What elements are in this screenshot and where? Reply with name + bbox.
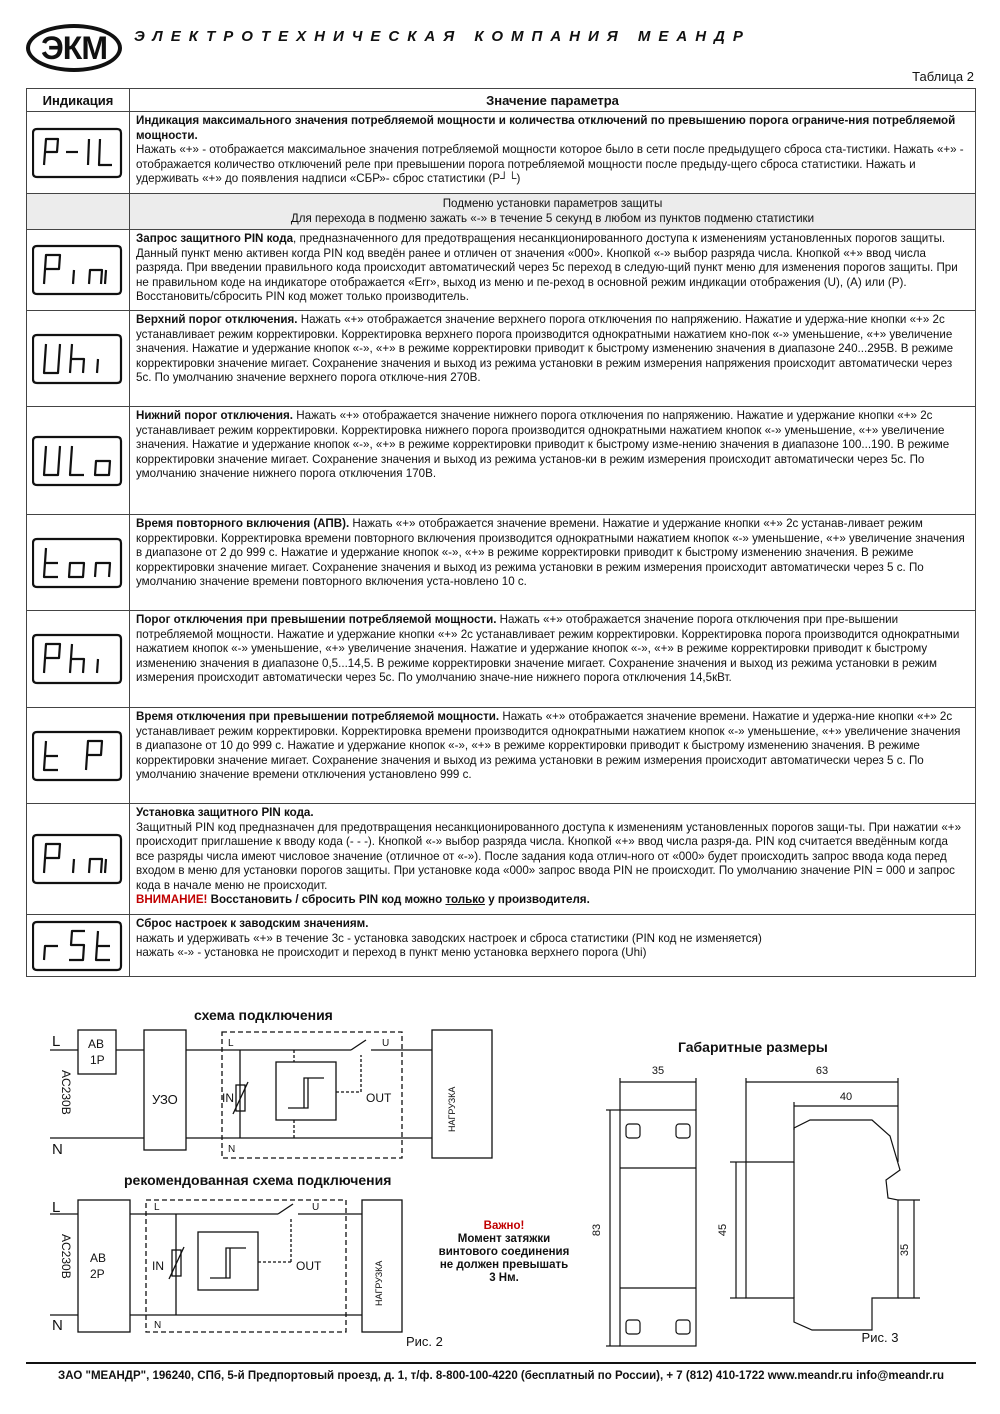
row-text: Нажать «+» отображается значение порога отключения при пре-вышении потребляемой мощности. Нажатие и удержание кнопки «+» 2с устанавливает режим корректировки. Корректировка порога производится однократными нажатием кнопок «-» уменьшение, «+» увеличение значения. Нажатие и удержание кнопок «-», «+» в режиме корректировки приводит к быстрому изменению значения в диапазоне 0,5...14,5. В режиме корректировки значение мигает. Сохранение значения и выход из режима установки в режим измерения происходит автоматически через 5с. По умолчанию значе-ние нижнего порога отключения 14,5кВт.: [136, 613, 960, 684]
warning-text: Восстановить / сбросить PIN код можно: [207, 893, 446, 906]
torque-note: [420, 1215, 600, 1290]
row-description: [130, 407, 976, 515]
row-text: Нажать «+» отображается значение времени. Нажатие и удержание кнопки «+» 2с устанав-ливает режим корректировки. Корректировка времени повторного включения производится однократными нажатием кнопок «-» уменьшение, «+» увеличение значения в диапазоне от 2 до 999 с. Нажатие и удержание кнопок «-», «+» в режиме корректировки приводит к быстрому изменению значения. В режиме корректировки значение мигает. Сохранение значения и выход из режима установки в режим измерения происходит автоматически через 5 с. По умолчанию значение времени повторного включения уста-новлено 10 с.: [136, 517, 965, 588]
label-1p: 1Р: [90, 1053, 105, 1067]
row-text: Нажать «+» отображается значение времени. Нажатие и удержа-ние кнопки «+» 2с устанавливает режим корректировки. Корректировка времени производится однократными нажатием кнопок «-» уменьшение, «+» увеличение значения в диапазоне от 10 до 999 с. Нажатие и удержание кнопок «-», «+» в режиме корректировки приводит к быстрому изменению значения. В режиме корректировки значение мигает. Сохранение значения и выход из режима установки в режим измерения происходит автоматически через 5 с. По умолчанию значение времени отключения установлено 999 с.: [136, 710, 961, 781]
seven-segment-display: [32, 918, 124, 974]
row-description: [130, 611, 976, 708]
lcd-tp: [27, 708, 130, 804]
row-title: Время повторного включения (АПВ).: [136, 517, 350, 530]
lcd-pin: [27, 230, 130, 311]
row-text: Нажать «+» отображается значение нижнего порога отключения по напряжению. Нажатие и удержание кнопки «+» 2с устанавливает режим корректировки. Корректировка нижнего порога производится однократными нажатием кнопок «-» уменьшение, «+» увеличение значения. Нажатие и удержание кнопок «-», «+» в режиме корректировки приводит к быстрому изме-нению значения в диапазоне 100...190. В режиме корректировки значение мигает. Сохранение значения и выход из режима установ-ки в режим измерения происходит автоматически через 5с. По умолчанию значение нижнего порога отключения 170В.: [136, 409, 950, 480]
label-ac-1: AC230B: [59, 1070, 73, 1115]
row-line2: нажать «-» - установка не происходит и переход в пункт меню установка верхнего порога (Uhi): [136, 946, 647, 959]
label-load-2: НАГРУЗКА: [374, 1260, 384, 1306]
dim-width-front: 35: [651, 1065, 665, 1077]
warning-underlined: только: [445, 893, 485, 906]
dim-height: 83: [591, 1223, 603, 1237]
row-title: Верхний порог отключения.: [136, 313, 298, 326]
table-row: [27, 915, 976, 977]
row-description: [130, 804, 976, 915]
table-row: [27, 194, 976, 230]
lcd-rst: [27, 915, 130, 977]
seven-segment-display: [32, 831, 124, 887]
parameters-table: [26, 88, 976, 977]
lcd-ulo: [27, 407, 130, 515]
submenu-line1: Подменю установки параметров защиты: [442, 197, 663, 210]
table-row: [27, 407, 976, 515]
seven-segment-display: [32, 242, 124, 298]
seven-segment-display: [32, 728, 124, 784]
lcd-uhi: [27, 311, 130, 407]
label-ac-2: AC230B: [59, 1234, 73, 1279]
note-line-1: Момент затяжки: [457, 1233, 551, 1245]
label-n-1: N: [52, 1141, 63, 1158]
row-title: Установка защитного PIN кода.: [136, 806, 314, 819]
row-text: , предназначенного для предотвращения несанкционированного доступа к изменениям установленных порогов защиты. Данный пункт меню активен когда PIN код введён ранее и отличен от значения «000». Кнопкой «-» выбор разряда числа. Кнопкой «+» ввод числа разряда. При введении правильного кода происходит автоматический через 5с переход в следую-щий пункт меню для изменения порогов защиты. При не правильном коде на индикаторе отображается «Err», выход из меню и пе-реход в основной режим индикации отображения (U), (A) или (P). Восстановить/сбросить PIN код может только производитель.: [136, 232, 958, 303]
col-header-value: Значение параметра: [130, 89, 976, 112]
row-title: Нижний порог отключения.: [136, 409, 294, 422]
label-u-2: U: [312, 1202, 320, 1213]
diagram-title-1: схема подключения: [194, 1007, 333, 1023]
label-out-2: OUT: [296, 1259, 322, 1273]
col-header-indication: Индикация: [27, 89, 130, 112]
table-row: [27, 112, 976, 194]
seven-segment-display: [32, 331, 124, 387]
row-title: Запрос защитного PIN кода: [136, 232, 294, 245]
diagram-title-2: рекомендованная схема подключения: [124, 1172, 392, 1188]
lcd-pil: [27, 112, 130, 194]
note-line-4: 3 Нм.: [489, 1272, 519, 1284]
label-l-small-2: L: [154, 1202, 160, 1213]
label-n-small-2: N: [154, 1320, 162, 1331]
label-n-2: N: [52, 1317, 63, 1334]
label-l-small-1: L: [228, 1038, 234, 1049]
page-header: [26, 20, 976, 80]
row-text: Нажать «+» отображается значение верхнего порога отключения по напряжению. Нажатие и удержа-ние кнопки «+» 2с устанавливает режим корректировки. Корректировка верхнего порога производится однократными нажатием кно-пок «-» уменьшение, «+» увеличение значения. Нажатие и удержание кнопок «-», «+» в режиме корректировки приводит к быстрому изменению значения в диапазоне 240...295В. В режиме корректировки значение мигает. Сохранение значения и выход из режима установки в режим измерения напряжения происходит автоматически через 5с. По умолчанию значение верхнего порога отключе-ния 270В.: [136, 313, 954, 384]
note-important: Важно!: [483, 1220, 525, 1232]
label-load-1: НАГРУЗКА: [447, 1086, 457, 1132]
label-ab-1: АВ: [88, 1037, 105, 1051]
table-row: [27, 708, 976, 804]
label-l-1: L: [52, 1033, 61, 1050]
note-line-3: не должен превышать: [439, 1259, 569, 1271]
wiring-diagrams: [26, 1000, 526, 1355]
note-line-2: винтового соединения: [438, 1246, 570, 1258]
label-u-1: U: [382, 1038, 390, 1049]
dim-rail: 35: [899, 1243, 911, 1257]
figure-3-caption: Рис. 3: [861, 1330, 899, 1345]
label-l-2: L: [52, 1199, 61, 1216]
seven-segment-display: [32, 125, 124, 181]
table-row: [27, 515, 976, 611]
table-row: [27, 804, 976, 915]
row-description: [130, 311, 976, 407]
ekm-logo: ЭКМ: [26, 24, 122, 72]
figure-2-caption: Рис. 2: [406, 1334, 443, 1349]
row-text: Нажать «+» - отображается максимальное значения потребляемой мощности которое было в сети после предыдущего сброса ста-тистики. Нажать «+» - отображается количество отключений реле при превышении порога потребляемой мощности после предыду-щего сброса статистики. Нажать и удерживать «+» до появления надписи «СБР»- сброс статистики (Р┘└): [136, 143, 964, 185]
label-uzo: УЗО: [152, 1092, 178, 1107]
dimensions-drawing: [580, 1030, 960, 1355]
row-title: Порог отключения при превышении потребляемой мощности.: [136, 613, 497, 626]
row-line1: нажать и удерживать «+» в течение 3с - установка заводских настроек и сброса статистики (PIN код не изменяется): [136, 931, 762, 945]
label-in-1: IN: [222, 1091, 234, 1105]
table-row: [27, 611, 976, 708]
table-number: Таблица 2: [912, 69, 974, 84]
label-ab-2: АВ: [90, 1251, 107, 1265]
submenu-note: [130, 194, 976, 230]
row-title: Сброс настроек к заводским значениям.: [136, 917, 369, 930]
dim-depth: 63: [815, 1065, 829, 1077]
footer-divider: [26, 1362, 976, 1364]
row-text: Защитный PIN код предназначен для предотвращения несанкционированного доступа к изменениям установленных порогов защи-ты. При нажатии «+» происходит приглашение к вводу кода (- - -). Кнопкой «-» выбор разряда числа. Кнопкой «+» ввод числа разря-да. PIN код считается введённым когда все разряды числа имеют числовое значение (отличное от «-»). После задания кода отлич-ного от «000» будет происходить запрос ввода кода перед входом в меню для установки порогов защиты. При установке кода «000» запрос ввода PIN не происходит. По умолчанию значение PIN = 000 и запрос кода в начале меню не происходит.: [136, 820, 962, 892]
seven-segment-display: [32, 433, 124, 489]
seven-segment-display: [32, 631, 124, 687]
lcd-pin-2: [27, 804, 130, 915]
dim-depth-front: 40: [839, 1091, 853, 1103]
row-title: Индикация максимального значения потребляемой мощности и количества отключений по превышению порога ограниче-ния потребляемой мощности.: [136, 114, 956, 142]
table-row: [27, 311, 976, 407]
row-description: [130, 708, 976, 804]
seven-segment-display: [32, 535, 124, 591]
label-in-2: IN: [152, 1259, 164, 1273]
row-description: [130, 515, 976, 611]
company-name: ЭЛЕКТРОТЕХНИЧЕСКАЯ КОМПАНИЯ МЕАНДР: [134, 28, 751, 45]
row-description: [130, 112, 976, 194]
footer-contacts: ЗАО "МЕАНДР", 196240, СПб, 5-й Предпортовый проезд, д. 1, т/ф. 8-800-100-4220 (бесплатный по России), + 7 (812) 410-1722 www.meandr.ru info@meandr.ru: [58, 1370, 944, 1382]
row-description: [130, 915, 976, 977]
submenu-line2: Для перехода в подменю зажать «-» в течение 5 секунд в любом из пунктов подменю статистики: [290, 211, 815, 225]
label-n-small-1: N: [228, 1144, 236, 1155]
label-2p: 2Р: [90, 1267, 105, 1281]
table-row: [27, 230, 976, 311]
lcd-ton: [27, 515, 130, 611]
dim-body-height: 45: [717, 1223, 729, 1237]
submenu-left: [27, 194, 130, 230]
dimensions-title: Габаритные размеры: [678, 1039, 828, 1055]
warning-label: ВНИМАНИЕ!: [136, 893, 208, 906]
label-out-1: OUT: [366, 1091, 392, 1105]
lcd-phi: [27, 611, 130, 708]
row-title: Время отключения при превышении потребляемой мощности.: [136, 710, 500, 723]
row-description: [130, 230, 976, 311]
warning-text-end: у производителя.: [484, 893, 590, 906]
